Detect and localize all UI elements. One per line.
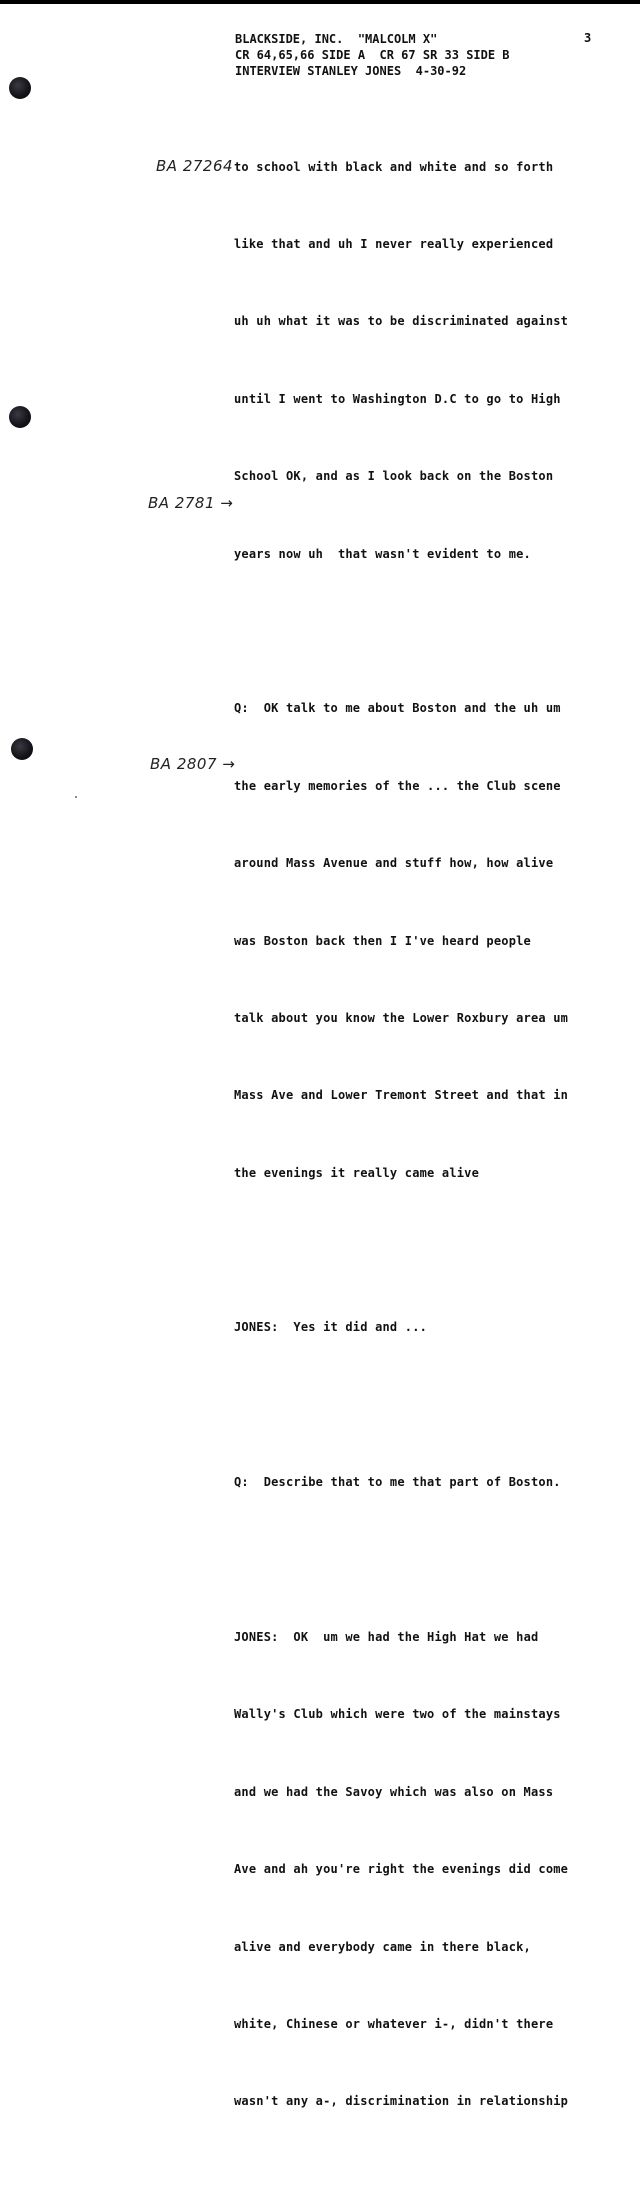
text-line: Mass Ave and Lower Tremont Street and that in <box>234 1088 569 1103</box>
binder-hole <box>9 77 31 99</box>
text-line: wasn't any a-, discrimination in relationship <box>234 2094 569 2109</box>
speaker-label: JONES: <box>234 1630 279 1645</box>
text-line: alive and everybody came in there black, <box>234 1939 531 1954</box>
paragraph <box>234 103 634 619</box>
handwritten-margin-note: BA 2807 → <box>150 755 236 773</box>
text-line: talk about you know the Lower Roxbury area um <box>234 1010 569 1025</box>
page-number: 3 <box>584 31 592 45</box>
text-line: the evenings it really came alive <box>234 1165 480 1180</box>
paragraph <box>234 1419 634 1548</box>
text-line: uh uh what it was to be discriminated against <box>234 314 569 329</box>
handwritten-margin-note: BA 2781 → <box>148 494 234 512</box>
binder-hole <box>11 738 33 760</box>
text-line: around Mass Avenue and stuff how, how alive <box>234 856 554 871</box>
document-header <box>235 31 510 79</box>
text-line: like that and uh I never really experienced <box>234 236 554 251</box>
text-line: Q: Describe that to me that part of Boston. <box>234 1475 561 1490</box>
page-top-edge <box>0 0 640 4</box>
text-line: Ave and ah you're right the evenings did come <box>234 1862 569 1877</box>
text-line: white, Chinese or whatever i-, didn't there <box>234 2016 554 2031</box>
paper-speck <box>75 796 77 798</box>
speaker-label: JONES: <box>234 1320 279 1335</box>
handwritten-margin-note: BA 27264 <box>156 157 234 175</box>
header-line-3: INTERVIEW STANLEY JONES 4-30-92 <box>235 64 467 78</box>
paragraph <box>234 1573 634 2166</box>
text-line: until I went to Washington D.C to go to High <box>234 391 561 406</box>
header-line-2: CR 64,65,66 SIDE A CR 67 SR 33 SIDE B <box>235 48 510 62</box>
text-line <box>234 1625 634 1651</box>
text-line: to school with black and white and so forth <box>234 159 554 174</box>
text-line: years now uh that wasn't evident to me. <box>234 546 531 561</box>
text-line: and we had the Savoy which was also on Mass <box>234 1784 554 1799</box>
text-line: School OK, and as I look back on the Boston <box>234 469 554 484</box>
text-line <box>234 1315 634 1341</box>
binder-hole <box>9 406 31 428</box>
text-line: was Boston back then I I've heard people <box>234 933 531 948</box>
text-line: the early memories of the ... the Club scene <box>234 778 561 793</box>
speech-text: Yes it did and ... <box>278 1320 428 1335</box>
transcript-body <box>234 103 634 2193</box>
header-line-1: BLACKSIDE, INC. "MALCOLM X" <box>235 32 438 46</box>
text-line: Q: OK talk to me about Boston and the uh um <box>234 701 561 716</box>
speech-text: OK um we had the High Hat we had <box>278 1630 539 1645</box>
text-line: Wally's Club which were two of the mainstays <box>234 1707 561 1722</box>
paragraph <box>234 1264 634 1393</box>
paragraph <box>234 645 634 1238</box>
